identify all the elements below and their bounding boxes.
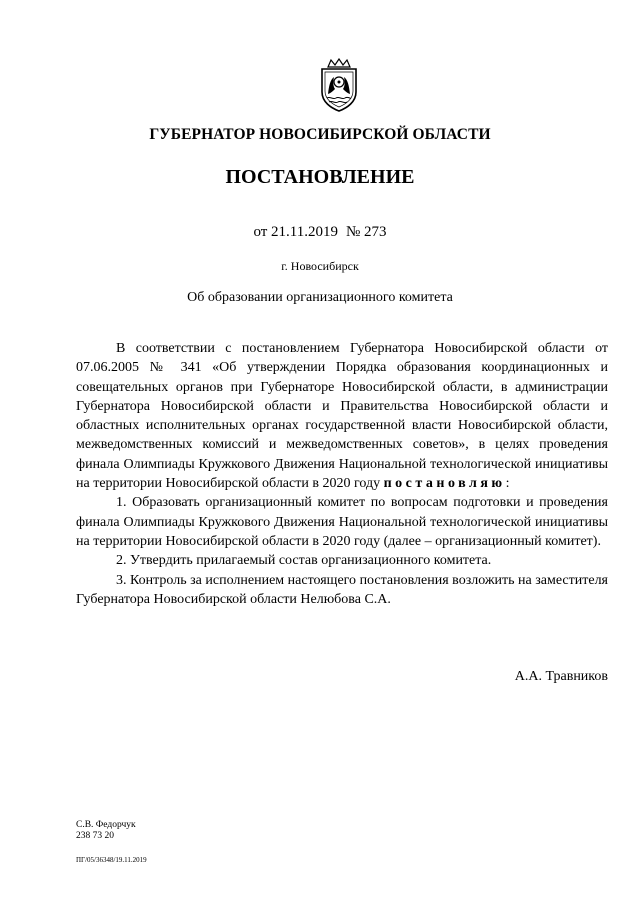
clause-3: 3. Контроль за исполнением настоящего постановления возложить на заместителя Губернатора Новосибирской области Нелюбова С.А. <box>76 572 608 607</box>
document-number: № 273 <box>346 224 387 240</box>
document-subject: Об образовании организационного комитета <box>187 290 453 305</box>
city: г. Новосибирск <box>281 259 359 273</box>
executor-block <box>76 820 136 842</box>
executor-name: С.В. Федорчук <box>76 820 136 830</box>
document-date: от 21.11.2019 <box>253 224 338 240</box>
preamble-text: В соответствии с постановлением Губернатора Новосибирской области от 07.06.2005 № 341 «Об утверждении Порядка образования координационных и совещательных органов при Губернаторе Новосибирской области, в администрации Губернатора Новосибирской области и Правительства Новосибирской области и областных исполнительных органах государственной власти Новосибирской области, межведомственных комиссий и межведомственных советов», в целях проведения финала Олимпиады Кружкового Движения Национальной технологической инициативы на территории Новосибирской области в 2020 году <box>76 341 608 492</box>
document-body <box>76 339 608 609</box>
decree-colon: : <box>505 476 510 492</box>
clause-2: 2. Утвердить прилагаемый состав организационного комитета. <box>116 553 492 569</box>
decree-word: постановляю <box>383 476 506 492</box>
coat-of-arms-icon <box>316 58 362 112</box>
preamble-paragraph <box>76 339 608 493</box>
signatory-name: А.А. Травников <box>514 669 608 684</box>
registry-code: ПГ/05/36348/19.11.2019 <box>76 856 147 864</box>
executor-phone: 238 73 20 <box>76 831 114 841</box>
issuer-title: ГУБЕРНАТОР НОВОСИБИРСКОЙ ОБЛАСТИ <box>149 126 491 143</box>
document-type: ПОСТАНОВЛЕНИЕ <box>225 166 415 188</box>
clause-1: 1. Образовать организационный комитет по вопросам подготовки и проведения финала Олимпиады Кружкового Движения Национальной технологической инициативы на территории Новосибирской области в 2020 году (далее – организационный комитет). <box>76 495 608 549</box>
date-number-line <box>0 224 640 241</box>
